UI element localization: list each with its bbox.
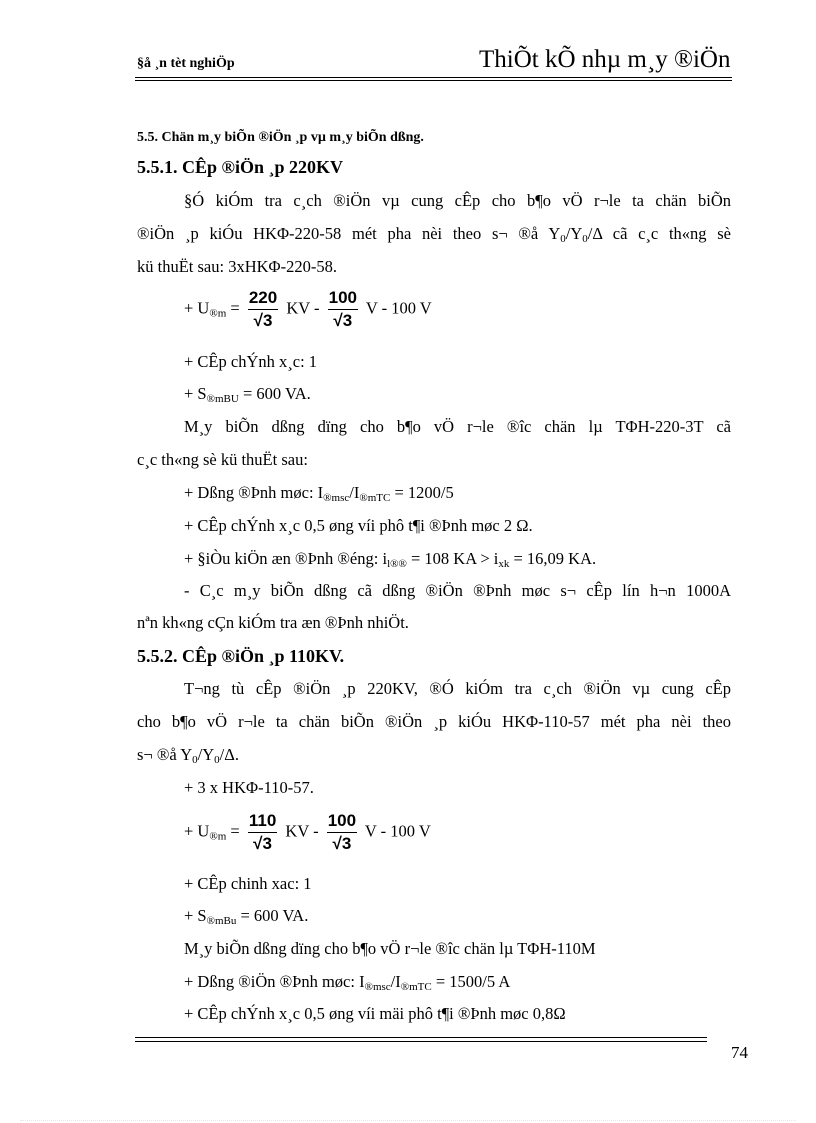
fraction: $\frac{100}{√3}$ <box>328 288 357 330</box>
paragraph-line: s¬ ®å $Y_0/Y_0/\Delta$. <box>137 745 239 766</box>
list-item: + $S_{®mBU} = 600$ VA. <box>184 384 311 405</box>
list-item: + CÊp chÝnh x¸c 0,5 øng víi phô t¶i ®Þnh møc 2 Ω. <box>184 516 533 535</box>
paragraph-line: T¬ng tù cÊp ®iÖn ¸p 220KV, ®Ó kiÓm tra c¸ch ®iÖn vµ cung cÊp <box>184 679 731 698</box>
formula-udm-220: + $U_{®m}$ = $\frac{220}{√3}$ KV - $\frac{100}{√3}$ V - 100 V <box>184 288 432 330</box>
header-divider-2 <box>135 80 732 81</box>
list-item: + 3 x HKΦ-110-57. <box>184 778 314 797</box>
paragraph-line: nªn kh«ng cÇn kiÓm tra æn ®Þnh nhiÖt. <box>137 613 409 632</box>
section-title: 5.5. Chän m¸y biÕn ®iÖn ¸p vµ m¸y biÕn dßng. <box>137 130 424 145</box>
footer-divider <box>135 1037 707 1038</box>
list-item: + Dßng ®Þnh møc: $I_{®msc}/I_{®mTC} = 1200/5$ <box>184 483 454 504</box>
fraction: $\frac{220}{√3}$ <box>248 288 278 330</box>
paragraph-line: M¸y biÕn dßng dïng cho b¶o vÖ r¬le ®îc chän lµ TΦH-220-3T cã <box>184 417 731 436</box>
list-item: + §iÒu kiÖn æn ®Þnh ®éng: $i_{l®®} = 108$ KA > $i_{xk} = 16,09$ KA. <box>184 549 597 570</box>
subsection-heading-220kv: 5.5.1. CÊp ®iÖn ¸p 220KV <box>137 157 343 177</box>
list-item: + CÊp chÝnh x¸c 0,5 øng víi mäi phô t¶i ®Þnh møc 0,8Ω <box>184 1004 566 1023</box>
footer-divider-2 <box>135 1041 707 1042</box>
page-number: 74 <box>731 1043 748 1062</box>
formula-udm-110: + $U_{®m}$ = $\frac{110}{√3}$ KV - $\frac{100}{√3}$ V - 100 V <box>184 811 431 853</box>
paragraph-line: M¸y biÕn dßng dïng cho b¶o vÖ r¬le ®îc chän lµ TΦH-110M <box>184 939 596 958</box>
list-item: + Dßng ®iÖn ®Þnh møc: $I_{®msc}/I_{®mTC} = 1500/5$ A <box>184 972 511 993</box>
paragraph-line: cho b¶o vÖ r¬le ta chän biÕn ®iÖn ¸p kiÓu HKΦ-110-57 mét pha nèi theo <box>137 712 731 731</box>
page-bottom-edge <box>20 1120 796 1121</box>
list-item: + CÊp chÝnh x¸c: 1 <box>184 352 318 371</box>
subsection-heading-110kv: 5.5.2. CÊp ®iÖn ¸p 110KV. <box>137 646 345 666</box>
paragraph-line: ®iÖn ¸p kiÓu HKΦ-220-58 mét pha nèi theo s¬ ®å $Y_0/Y_0/\Delta$ cã c¸c th«ng sè <box>137 224 731 245</box>
header-divider <box>135 77 732 78</box>
fraction: $\frac{110}{√3}$ <box>248 811 277 853</box>
paragraph-line: §Ó kiÓm tra c¸ch ®iÖn vµ cung cÊp cho b¶o vÖ r¬le ta chän biÕn <box>184 191 731 210</box>
fraction: $\frac{100}{√3}$ <box>327 811 357 853</box>
paragraph-line: - C¸c m¸y biÕn dßng cã dßng ®iÖn ®Þnh møc s¬ cÊp lín h¬n 1000A <box>184 581 731 600</box>
list-item: + CÊp chinh xac: 1 <box>184 874 312 893</box>
header-right-title: ThiÕt kÕ nhµ m¸y ®iÖn <box>479 46 731 73</box>
paragraph-line: c¸c th«ng sè kü thuËt sau: <box>137 450 308 469</box>
header-left-title: §å ¸n tèt nghiÖp <box>137 56 235 71</box>
list-item: + $S_{®mBu} = 600$ VA. <box>184 906 309 927</box>
paragraph-line: kü thuËt sau: 3xHKΦ-220-58. <box>137 257 337 276</box>
